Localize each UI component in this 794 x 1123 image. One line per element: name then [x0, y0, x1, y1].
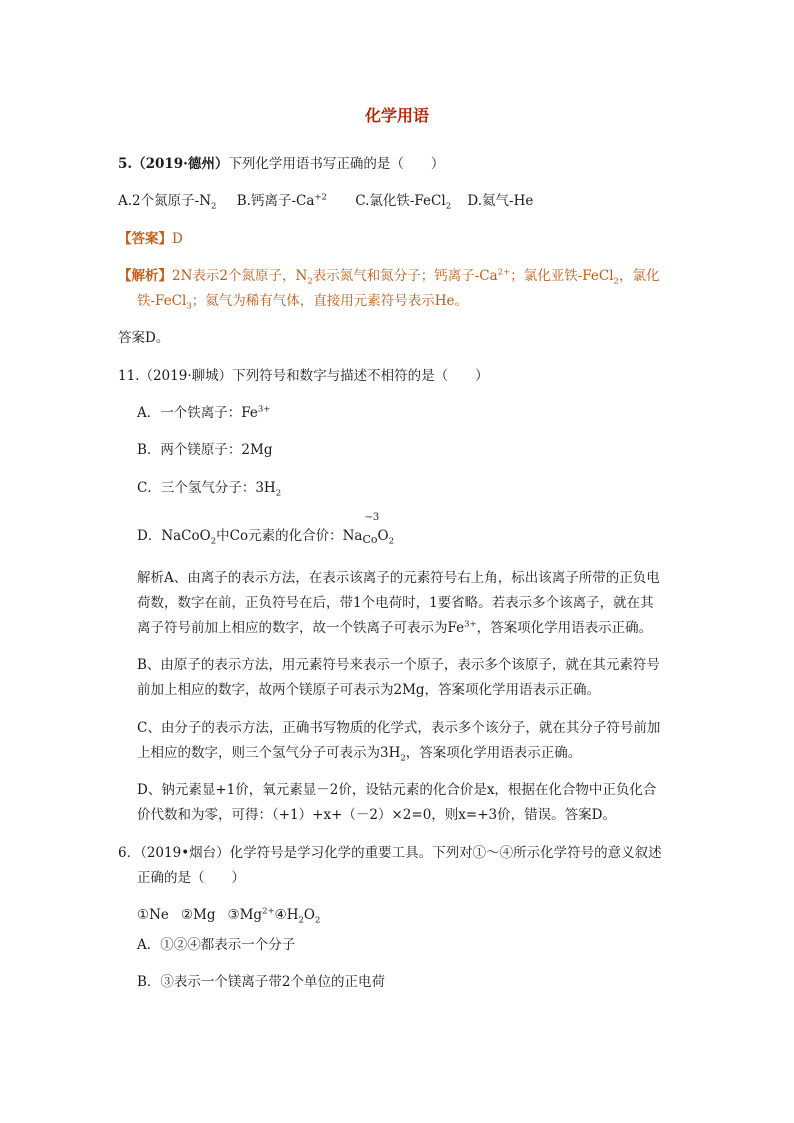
q5-answer-end: 答案D。: [118, 330, 170, 346]
q5-options: [118, 191, 533, 211]
valence-notation: −3 $_{Co}$: [362, 512, 380, 546]
analysis-c-line-1: C、由分子的表示方法，正确书写物质的化学式，表示多个该分子，就在其分子符号前加: [137, 720, 661, 736]
q5-option-c: C.氯化铁-FeCl$_2$: [355, 193, 452, 212]
analysis-b-line-1: B、由原子的表示方法，用元素符号来表示一个原子，表示多个该原子，就在其元素符号: [137, 657, 660, 673]
analysis-c-line-2: 上相应的数字，则三个氢气分子可表示为$3H_2$，答案项化学用语表示正确。: [137, 745, 582, 764]
q5-analysis-line-1: 【解析】2N表示2个氮原子，$N_2$表示氮气和氮分子；钙离子$-Ca^{2+}$；氯化亚铁-FeCl$_2$，氯化: [118, 267, 660, 287]
q5-stem: [118, 154, 444, 174]
q5-option-b: B.钙离子$-Ca^{+2}$: [236, 192, 327, 209]
analysis-label: 【解析】: [118, 268, 172, 284]
q5-number: 5.: [118, 156, 133, 172]
q5-option-d: D.氦气-He: [467, 193, 534, 209]
q11-option-b: B．两个镁原子：2Mg: [137, 442, 273, 458]
q11-option-d: D．NaCoO$_2$中Co元素的化合价：Na −3 $_{Co}O_2$: [137, 512, 395, 547]
q6-option-a: A．①②④都表示一个分子: [137, 937, 296, 953]
page-title: 化学用语: [364, 106, 429, 125]
analysis-a-line-2: 荷数，数字在前，正负符号在后，带1个电荷时，1要省略。若表示多个该离子，就在其: [137, 595, 654, 611]
analysis-d-line-1: D、钠元素显+1价，氧元素显－2价，设钴元素的化合价是x，根据在化合物中正负化合: [137, 782, 657, 798]
q6-stem-line-1: 6．（2019•烟台）化学符号是学习化学的重要工具。下列对①～④所示化学符号的意义叙述: [118, 845, 662, 861]
q6-symbols: ①Ne ②Mg $③Mg^{2+}④H_2O_2$: [137, 906, 321, 926]
q5-source: （2019·德州）: [132, 156, 229, 172]
answer-value: D: [172, 231, 183, 247]
q6-stem-line-2: 正确的是（ ）: [137, 870, 245, 886]
analysis-a-line-1: 解析A、由离子的表示方法，在表示该离子的元素符号右上角，标出该离子所带的正负电: [137, 570, 660, 586]
q5-stem-text: 下列化学用语书写正确的是（ ）: [228, 156, 445, 172]
q6-option-b: B．③表示一个镁离子带2个单位的正电荷: [137, 974, 386, 990]
q5-analysis-line-2: 铁-FeCl$_3$；氦气为稀有气体，直接用元素符号表示He。: [137, 293, 469, 312]
q11-stem: 11.（2019·聊城）下列符号和数字与描述不相符的是（ ）: [118, 368, 489, 384]
q11-option-c: C．三个氢气分子：$3H_2$: [137, 480, 282, 499]
analysis-a-line-3: 离子符号前加上相应的数字，故一个铁离子可表示为$Fe^{3+}$，答案项化学用语表示正确。: [137, 619, 653, 636]
q5-option-a: A.2个氮原子$-N_2$: [118, 193, 217, 212]
analysis-b-line-2: 前加上相应的数字，故两个镁原子可表示为2Mg，答案项化学用语表示正确。: [137, 682, 601, 698]
answer-label: 【答案】: [118, 231, 172, 247]
analysis-d-line-2: 价代数和为零，可得：（+1）+x+（－2）×2=0，则x=+3价，错误。答案D。: [137, 807, 616, 823]
q5-answer: [118, 229, 183, 249]
q11-option-a: A．一个铁离子：$Fe^{3+}$: [137, 404, 271, 421]
